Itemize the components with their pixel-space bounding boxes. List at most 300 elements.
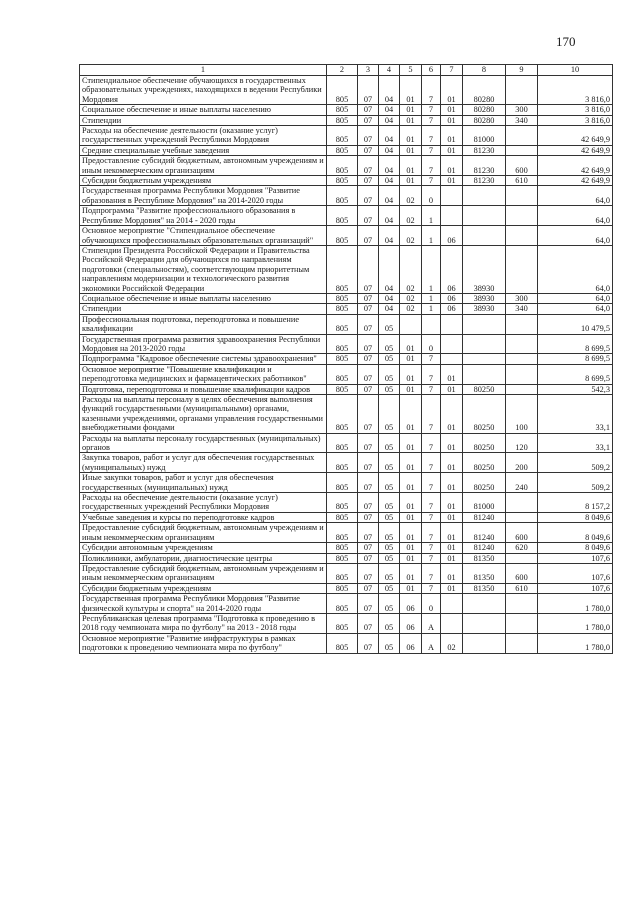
table-row xyxy=(80,433,613,453)
row-subprogram-code: 7 xyxy=(422,543,441,553)
row-ministry-code: 805 xyxy=(327,206,358,226)
row-direction-code xyxy=(463,206,506,226)
row-subsection-code: 05 xyxy=(379,354,400,364)
row-program-code: 02 xyxy=(400,186,422,206)
row-activity-code: 01 xyxy=(441,543,463,553)
column-header: 6 xyxy=(422,65,441,76)
row-amount: 542,3 xyxy=(538,384,613,394)
table-row xyxy=(80,226,613,246)
table-row xyxy=(80,453,613,473)
table-row xyxy=(80,126,613,146)
row-description: Государственная программа Республики Мордовия "Развитие образования в Республике Мордовия" на 2014-2020 годы xyxy=(80,186,327,206)
row-description: Стипендии xyxy=(80,115,327,125)
row-section-code: 07 xyxy=(358,553,379,563)
row-direction-code: 81000 xyxy=(463,126,506,146)
row-activity-code: 01 xyxy=(441,364,463,384)
row-section-code: 07 xyxy=(358,226,379,246)
row-direction-code xyxy=(463,594,506,614)
row-description: Стипендиальное обеспечение обучающихся в государственных образовательных учреждениях, находящихся в ведении Республики Мордовия xyxy=(80,76,327,105)
row-subsection-code: 05 xyxy=(379,473,400,493)
row-expense-type-code xyxy=(506,126,538,146)
row-section-code: 07 xyxy=(358,156,379,176)
row-section-code: 07 xyxy=(358,314,379,334)
row-activity-code xyxy=(441,613,463,633)
row-subsection-code: 04 xyxy=(379,186,400,206)
table-row xyxy=(80,354,613,364)
row-expense-type-code xyxy=(506,493,538,513)
table-row xyxy=(80,594,613,614)
column-header: 4 xyxy=(379,65,400,76)
row-description: Государственная программа развития здравоохранения Республики Мордовия на 2013-2020 годы xyxy=(80,334,327,354)
row-program-code: 06 xyxy=(400,594,422,614)
row-section-code: 07 xyxy=(358,543,379,553)
row-expense-type-code xyxy=(506,512,538,522)
row-amount: 8 049,6 xyxy=(538,543,613,553)
row-description: Основное мероприятие "Повышение квалификации и переподготовка медицинских и фармацевтических работников" xyxy=(80,364,327,384)
row-direction-code: 80280 xyxy=(463,115,506,125)
row-expense-type-code xyxy=(506,206,538,226)
row-subprogram-code: 7 xyxy=(422,105,441,115)
row-section-code: 07 xyxy=(358,395,379,434)
row-subsection-code: 04 xyxy=(379,145,400,155)
table-row xyxy=(80,583,613,593)
row-section-code: 07 xyxy=(358,523,379,543)
row-section-code: 07 xyxy=(358,245,379,293)
row-amount: 3 816,0 xyxy=(538,76,613,105)
row-subprogram-code: 7 xyxy=(422,563,441,583)
row-amount: 64,0 xyxy=(538,186,613,206)
row-amount: 509,2 xyxy=(538,453,613,473)
row-expense-type-code xyxy=(506,594,538,614)
row-section-code: 07 xyxy=(358,126,379,146)
row-subsection-code: 05 xyxy=(379,314,400,334)
row-expense-type-code: 600 xyxy=(506,563,538,583)
row-subprogram-code: 7 xyxy=(422,493,441,513)
row-section-code: 07 xyxy=(358,433,379,453)
row-activity-code: 01 xyxy=(441,553,463,563)
row-subsection-code: 04 xyxy=(379,115,400,125)
row-ministry-code: 805 xyxy=(327,563,358,583)
row-ministry-code: 805 xyxy=(327,364,358,384)
row-ministry-code: 805 xyxy=(327,354,358,364)
row-subsection-code: 05 xyxy=(379,563,400,583)
table-row xyxy=(80,314,613,334)
row-program-code: 01 xyxy=(400,76,422,105)
row-program-code: 01 xyxy=(400,395,422,434)
row-description: Поликлиники, амбулатории, диагностические центры xyxy=(80,553,327,563)
row-subprogram-code: 7 xyxy=(422,364,441,384)
row-activity-code xyxy=(441,206,463,226)
row-ministry-code: 805 xyxy=(327,433,358,453)
table-row xyxy=(80,156,613,176)
row-activity-code: 01 xyxy=(441,583,463,593)
row-amount: 3 816,0 xyxy=(538,115,613,125)
row-amount: 64,0 xyxy=(538,206,613,226)
row-subprogram-code: 7 xyxy=(422,512,441,522)
row-direction-code: 38930 xyxy=(463,293,506,303)
row-activity-code: 01 xyxy=(441,126,463,146)
row-direction-code xyxy=(463,633,506,653)
row-activity-code: 01 xyxy=(441,523,463,543)
row-activity-code: 01 xyxy=(441,115,463,125)
row-subprogram-code: 7 xyxy=(422,384,441,394)
row-direction-code xyxy=(463,314,506,334)
row-section-code: 07 xyxy=(358,583,379,593)
row-section-code: 07 xyxy=(358,115,379,125)
row-ministry-code: 805 xyxy=(327,105,358,115)
row-expense-type-code xyxy=(506,226,538,246)
row-direction-code: 80280 xyxy=(463,76,506,105)
row-direction-code: 81230 xyxy=(463,145,506,155)
row-subprogram-code: А xyxy=(422,633,441,653)
row-amount: 8 049,6 xyxy=(538,512,613,522)
row-subprogram-code: 7 xyxy=(422,553,441,563)
row-program-code: 02 xyxy=(400,304,422,314)
row-description: Предоставление субсидий бюджетным, автономным учреждениям и иным некоммерческим организациям xyxy=(80,563,327,583)
row-description: Субсидии автономным учреждениям xyxy=(80,543,327,553)
row-ministry-code: 805 xyxy=(327,493,358,513)
row-activity-code: 01 xyxy=(441,433,463,453)
row-section-code: 07 xyxy=(358,613,379,633)
table-row xyxy=(80,613,613,633)
row-amount: 8 049,6 xyxy=(538,523,613,543)
row-program-code: 01 xyxy=(400,583,422,593)
row-expense-type-code xyxy=(506,384,538,394)
row-section-code: 07 xyxy=(358,206,379,226)
row-description: Стипендии xyxy=(80,304,327,314)
row-description: Предоставление субсидий бюджетным, автономным учреждениям и иным некоммерческим организациям xyxy=(80,156,327,176)
row-amount: 1 780,0 xyxy=(538,633,613,653)
row-direction-code: 81240 xyxy=(463,543,506,553)
row-direction-code: 80280 xyxy=(463,105,506,115)
row-expense-type-code: 340 xyxy=(506,115,538,125)
row-subsection-code: 05 xyxy=(379,512,400,522)
row-expense-type-code xyxy=(506,186,538,206)
row-expense-type-code: 620 xyxy=(506,543,538,553)
row-program-code: 02 xyxy=(400,226,422,246)
row-ministry-code: 805 xyxy=(327,304,358,314)
row-amount: 33,1 xyxy=(538,395,613,434)
table-row xyxy=(80,245,613,293)
row-ministry-code: 805 xyxy=(327,293,358,303)
row-expense-type-code: 610 xyxy=(506,583,538,593)
row-subsection-code: 05 xyxy=(379,523,400,543)
row-expense-type-code: 100 xyxy=(506,395,538,434)
row-section-code: 07 xyxy=(358,105,379,115)
row-direction-code: 80250 xyxy=(463,433,506,453)
row-direction-code: 81350 xyxy=(463,563,506,583)
row-amount: 42 649,9 xyxy=(538,145,613,155)
row-section-code: 07 xyxy=(358,512,379,522)
row-amount: 8 157,2 xyxy=(538,493,613,513)
row-program-code: 01 xyxy=(400,473,422,493)
table-row xyxy=(80,364,613,384)
row-section-code: 07 xyxy=(358,293,379,303)
row-program-code xyxy=(400,314,422,334)
row-ministry-code: 805 xyxy=(327,453,358,473)
row-activity-code: 01 xyxy=(441,105,463,115)
table-row xyxy=(80,304,613,314)
row-subprogram-code: 7 xyxy=(422,176,441,186)
row-subsection-code: 04 xyxy=(379,76,400,105)
row-direction-code xyxy=(463,226,506,246)
row-direction-code: 81350 xyxy=(463,553,506,563)
row-expense-type-code: 200 xyxy=(506,453,538,473)
row-activity-code: 02 xyxy=(441,633,463,653)
row-amount: 64,0 xyxy=(538,293,613,303)
table-row xyxy=(80,384,613,394)
row-subsection-code: 05 xyxy=(379,594,400,614)
column-header: 10 xyxy=(538,65,613,76)
row-amount: 1 780,0 xyxy=(538,594,613,614)
row-subsection-code: 05 xyxy=(379,395,400,434)
row-amount: 509,2 xyxy=(538,473,613,493)
row-ministry-code: 805 xyxy=(327,583,358,593)
column-header: 9 xyxy=(506,65,538,76)
row-ministry-code: 805 xyxy=(327,594,358,614)
table-row xyxy=(80,293,613,303)
row-ministry-code: 805 xyxy=(327,384,358,394)
row-activity-code: 06 xyxy=(441,226,463,246)
row-amount: 8 699,5 xyxy=(538,334,613,354)
row-direction-code: 81350 xyxy=(463,583,506,593)
row-section-code: 07 xyxy=(358,594,379,614)
row-ministry-code: 805 xyxy=(327,76,358,105)
row-direction-code: 81230 xyxy=(463,176,506,186)
row-subsection-code: 05 xyxy=(379,364,400,384)
row-ministry-code: 805 xyxy=(327,523,358,543)
row-description: Субсидии бюджетным учреждениям xyxy=(80,176,327,186)
row-description: Подготовка, переподготовка и повышение квалификации кадров xyxy=(80,384,327,394)
row-amount: 64,0 xyxy=(538,226,613,246)
row-description: Социальное обеспечение и иные выплаты населению xyxy=(80,105,327,115)
row-activity-code: 01 xyxy=(441,384,463,394)
row-subprogram-code: 1 xyxy=(422,206,441,226)
row-subprogram-code: 0 xyxy=(422,186,441,206)
row-subprogram-code: 7 xyxy=(422,395,441,434)
row-subprogram-code: 1 xyxy=(422,304,441,314)
row-subsection-code: 04 xyxy=(379,126,400,146)
table-row xyxy=(80,493,613,513)
row-expense-type-code: 120 xyxy=(506,433,538,453)
row-section-code: 07 xyxy=(358,453,379,473)
row-amount: 42 649,9 xyxy=(538,176,613,186)
table-row xyxy=(80,473,613,493)
row-program-code: 01 xyxy=(400,523,422,543)
row-description: Субсидии бюджетным учреждениям xyxy=(80,583,327,593)
row-subsection-code: 04 xyxy=(379,206,400,226)
row-ministry-code: 805 xyxy=(327,334,358,354)
table-row xyxy=(80,105,613,115)
column-header: 7 xyxy=(441,65,463,76)
row-direction-code: 81000 xyxy=(463,493,506,513)
row-program-code: 01 xyxy=(400,145,422,155)
row-program-code: 01 xyxy=(400,364,422,384)
table-row xyxy=(80,176,613,186)
row-ministry-code: 805 xyxy=(327,115,358,125)
row-subsection-code: 04 xyxy=(379,293,400,303)
row-section-code: 07 xyxy=(358,186,379,206)
row-description: Расходы на обеспечение деятельности (оказание услуг) государственных учреждений Республики Мордовия xyxy=(80,126,327,146)
row-program-code: 02 xyxy=(400,206,422,226)
row-section-code: 07 xyxy=(358,76,379,105)
row-ministry-code: 805 xyxy=(327,156,358,176)
row-expense-type-code xyxy=(506,553,538,563)
row-amount: 33,1 xyxy=(538,433,613,453)
column-header: 2 xyxy=(327,65,358,76)
table-row xyxy=(80,553,613,563)
row-program-code: 01 xyxy=(400,553,422,563)
table-row xyxy=(80,76,613,105)
row-direction-code: 80250 xyxy=(463,453,506,473)
row-subsection-code: 04 xyxy=(379,176,400,186)
row-subsection-code: 04 xyxy=(379,304,400,314)
row-section-code: 07 xyxy=(358,304,379,314)
row-description: Иные закупки товаров, работ и услуг для обеспечения государственных (муниципальных) нужд xyxy=(80,473,327,493)
row-program-code: 01 xyxy=(400,453,422,473)
row-program-code: 01 xyxy=(400,563,422,583)
row-ministry-code: 805 xyxy=(327,145,358,155)
row-subsection-code: 05 xyxy=(379,334,400,354)
row-direction-code xyxy=(463,334,506,354)
table-row xyxy=(80,145,613,155)
row-description: Расходы на выплаты персоналу в целях обеспечения выполнения функций государственными (муниципальными) органами, казенными учреждениями, органами управления государственными внебюджетными фондами xyxy=(80,395,327,434)
row-activity-code xyxy=(441,334,463,354)
row-program-code: 01 xyxy=(400,105,422,115)
row-activity-code: 01 xyxy=(441,563,463,583)
row-activity-code: 01 xyxy=(441,473,463,493)
row-direction-code xyxy=(463,613,506,633)
row-expense-type-code xyxy=(506,314,538,334)
row-section-code: 07 xyxy=(358,145,379,155)
row-ministry-code: 805 xyxy=(327,126,358,146)
row-description: Социальное обеспечение и иные выплаты населению xyxy=(80,293,327,303)
row-subsection-code: 04 xyxy=(379,226,400,246)
row-amount: 3 816,0 xyxy=(538,105,613,115)
row-section-code: 07 xyxy=(358,334,379,354)
row-activity-code: 01 xyxy=(441,395,463,434)
page-number: 170 xyxy=(556,34,576,49)
row-subsection-code: 04 xyxy=(379,245,400,293)
column-header: 8 xyxy=(463,65,506,76)
row-description: Подпрограмма "Кадровое обеспечение системы здравоохранения" xyxy=(80,354,327,364)
row-subsection-code: 05 xyxy=(379,453,400,473)
row-direction-code: 81240 xyxy=(463,512,506,522)
row-subprogram-code: А xyxy=(422,613,441,633)
row-amount: 42 649,9 xyxy=(538,126,613,146)
row-program-code: 01 xyxy=(400,354,422,364)
row-expense-type-code: 600 xyxy=(506,156,538,176)
row-activity-code xyxy=(441,594,463,614)
row-amount: 10 479,5 xyxy=(538,314,613,334)
row-expense-type-code: 600 xyxy=(506,523,538,543)
row-section-code: 07 xyxy=(358,493,379,513)
row-program-code: 01 xyxy=(400,176,422,186)
row-description: Расходы на обеспечение деятельности (оказание услуг) государственных учреждений Республики Мордовия xyxy=(80,493,327,513)
row-program-code: 01 xyxy=(400,433,422,453)
row-program-code: 01 xyxy=(400,334,422,354)
row-ministry-code: 805 xyxy=(327,245,358,293)
row-expense-type-code xyxy=(506,245,538,293)
row-direction-code xyxy=(463,354,506,364)
row-subprogram-code: 7 xyxy=(422,453,441,473)
row-activity-code xyxy=(441,186,463,206)
row-program-code: 01 xyxy=(400,115,422,125)
row-amount: 1 780,0 xyxy=(538,613,613,633)
row-amount: 107,6 xyxy=(538,553,613,563)
column-header: 3 xyxy=(358,65,379,76)
row-section-code: 07 xyxy=(358,354,379,364)
row-description: Стипендии Президента Российской Федерации и Правительства Российской Федерации для обучающихся по направлениям подготовки (специальностям), соответствующим приоритетным направлениям модернизации и технологического развития экономики Российской Федерации xyxy=(80,245,327,293)
row-subsection-code: 05 xyxy=(379,493,400,513)
row-ministry-code: 805 xyxy=(327,512,358,522)
row-subprogram-code: 1 xyxy=(422,245,441,293)
row-program-code: 01 xyxy=(400,384,422,394)
row-direction-code: 80250 xyxy=(463,473,506,493)
row-amount: 42 649,9 xyxy=(538,156,613,176)
table-row xyxy=(80,523,613,543)
table-row xyxy=(80,543,613,553)
row-section-code: 07 xyxy=(358,563,379,583)
row-program-code: 01 xyxy=(400,512,422,522)
row-activity-code: 01 xyxy=(441,76,463,105)
row-section-code: 07 xyxy=(358,364,379,384)
row-ministry-code: 805 xyxy=(327,543,358,553)
row-subprogram-code: 0 xyxy=(422,334,441,354)
row-activity-code: 01 xyxy=(441,176,463,186)
row-subprogram-code: 7 xyxy=(422,354,441,364)
row-expense-type-code: 300 xyxy=(506,105,538,115)
table-row xyxy=(80,334,613,354)
table-row xyxy=(80,633,613,653)
row-subsection-code: 05 xyxy=(379,583,400,593)
row-expense-type-code: 340 xyxy=(506,304,538,314)
row-program-code: 01 xyxy=(400,543,422,553)
row-activity-code: 01 xyxy=(441,453,463,473)
row-activity-code xyxy=(441,354,463,364)
row-subsection-code: 05 xyxy=(379,553,400,563)
row-subprogram-code: 7 xyxy=(422,473,441,493)
row-ministry-code: 805 xyxy=(327,186,358,206)
row-expense-type-code xyxy=(506,145,538,155)
row-activity-code: 01 xyxy=(441,512,463,522)
row-activity-code: 06 xyxy=(441,245,463,293)
row-amount: 107,6 xyxy=(538,583,613,593)
row-subprogram-code: 7 xyxy=(422,76,441,105)
row-ministry-code: 805 xyxy=(327,613,358,633)
row-section-code: 07 xyxy=(358,633,379,653)
row-ministry-code: 805 xyxy=(327,553,358,563)
row-description: Профессиональная подготовка, переподготовка и повышение квалификации xyxy=(80,314,327,334)
row-description: Основное мероприятие "Развитие инфраструктуры в рамках подготовки к проведению чемпионата мира по футболу" xyxy=(80,633,327,653)
row-subprogram-code: 1 xyxy=(422,226,441,246)
row-direction-code: 80250 xyxy=(463,395,506,434)
row-subprogram-code: 7 xyxy=(422,583,441,593)
budget-table xyxy=(79,64,613,654)
row-subsection-code: 05 xyxy=(379,633,400,653)
table-header-row xyxy=(80,65,613,76)
column-header: 1 xyxy=(80,65,327,76)
table-row xyxy=(80,563,613,583)
row-subprogram-code: 7 xyxy=(422,156,441,176)
table-row xyxy=(80,395,613,434)
table-row xyxy=(80,206,613,226)
row-section-code: 07 xyxy=(358,384,379,394)
row-subprogram-code: 7 xyxy=(422,433,441,453)
row-ministry-code: 805 xyxy=(327,633,358,653)
row-subsection-code: 04 xyxy=(379,105,400,115)
row-activity-code xyxy=(441,314,463,334)
